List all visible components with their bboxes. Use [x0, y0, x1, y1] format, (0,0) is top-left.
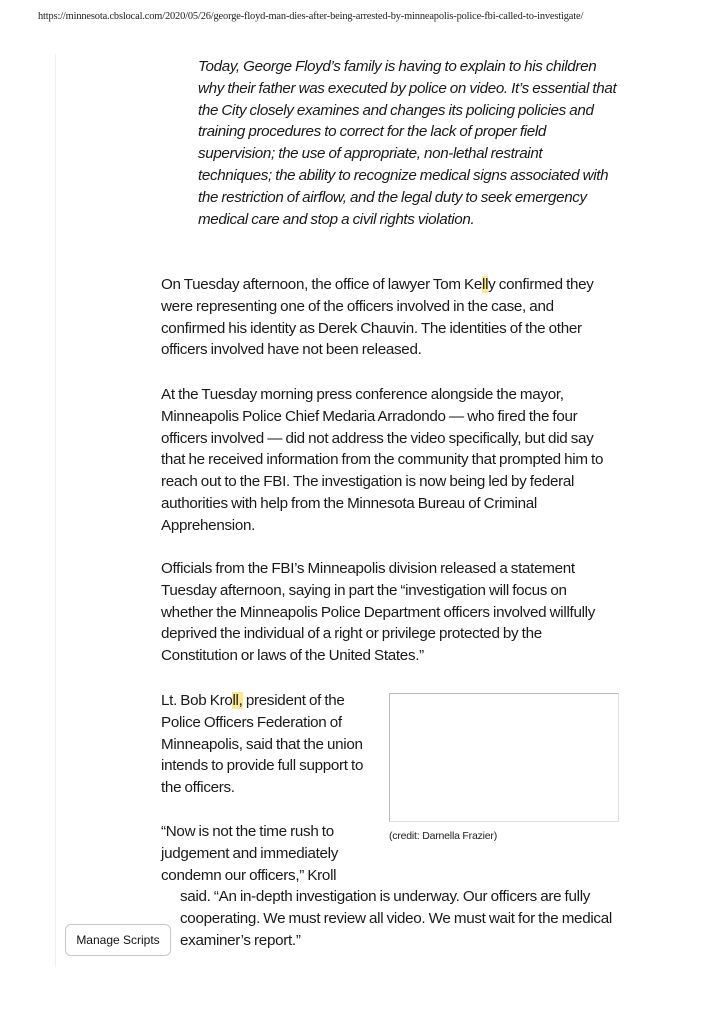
paragraph-kroll-quote-wrapped: “Now is not the time rush to judgement and immediately condemn our officers,” Kroll [161, 823, 339, 884]
content-left-border [55, 54, 56, 967]
paragraph-kroll [161, 690, 381, 799]
image-caption: (credit: Darnella Frazier) [389, 830, 497, 842]
paragraph-text: Lt. Bob Kro [161, 692, 233, 709]
paragraph-text: On Tuesday afternoon, the office of lawyer Tom Ke [161, 276, 483, 293]
family-statement-blockquote: Today, George Floyd’s family is having to explain to his children why their father was executed by police on video. It’s essential that the City closely examines and changes its policing policies and training procedures to correct for the lack of proper field supervision; the use of appropriate, non-lethal restraint techniques; the ability to recognize medical signs associated with the restriction of airflow, and the legal duty to seek emergency medical care and stop a civil rights violation. [198, 58, 617, 228]
article-image-placeholder [389, 693, 619, 822]
paragraph-kroll-quote-continued: said. “An in-depth investigation is underway. Our officers are fully cooperating. We must review all video. We must wait for the medical examiner’s report.” [180, 888, 612, 949]
page-url: https://minnesota.cbslocal.com/2020/05/26/george-floyd-man-dies-after-being-arrested-by-minneapolis-police-fbi-called-to-investigate/ [38, 11, 584, 22]
manage-scripts-button[interactable]: Manage Scripts [65, 924, 171, 956]
paragraph-press-conference: At the Tuesday morning press conference alongside the mayor, Minneapolis Police Chief Medaria Arradondo — who fired the four officers involved — did not address the video specifically, but did say that he received information from the community that prompted him to reach out to the FBI. The investigation is now being led by federal authorities with help from the Minnesota Bureau of Criminal Apprehension. [161, 386, 604, 534]
search-highlight: ll [482, 276, 489, 293]
paragraph-text: president of the Police Officers Federation of Minneapolis, said that the union intends to provide full support to the officers. [161, 692, 364, 797]
paragraph-text: y confirmed they were representing one of the officers involved in the case, and confirmed his identity as Derek Chauvin. The identities of the other officers involved have not been released. [161, 276, 594, 359]
paragraph-fbi-statement: Officials from the FBI’s Minneapolis division released a statement Tuesday afternoon, saying in part the “investigation will focus on whether the Minneapolis Police Department officers involved willfully deprived the individual of a right or privilege protected by the Constitution or laws of the United States.” [161, 560, 596, 665]
paragraph-lawyer-kelly [161, 274, 617, 361]
search-highlight: ll, [232, 692, 243, 709]
